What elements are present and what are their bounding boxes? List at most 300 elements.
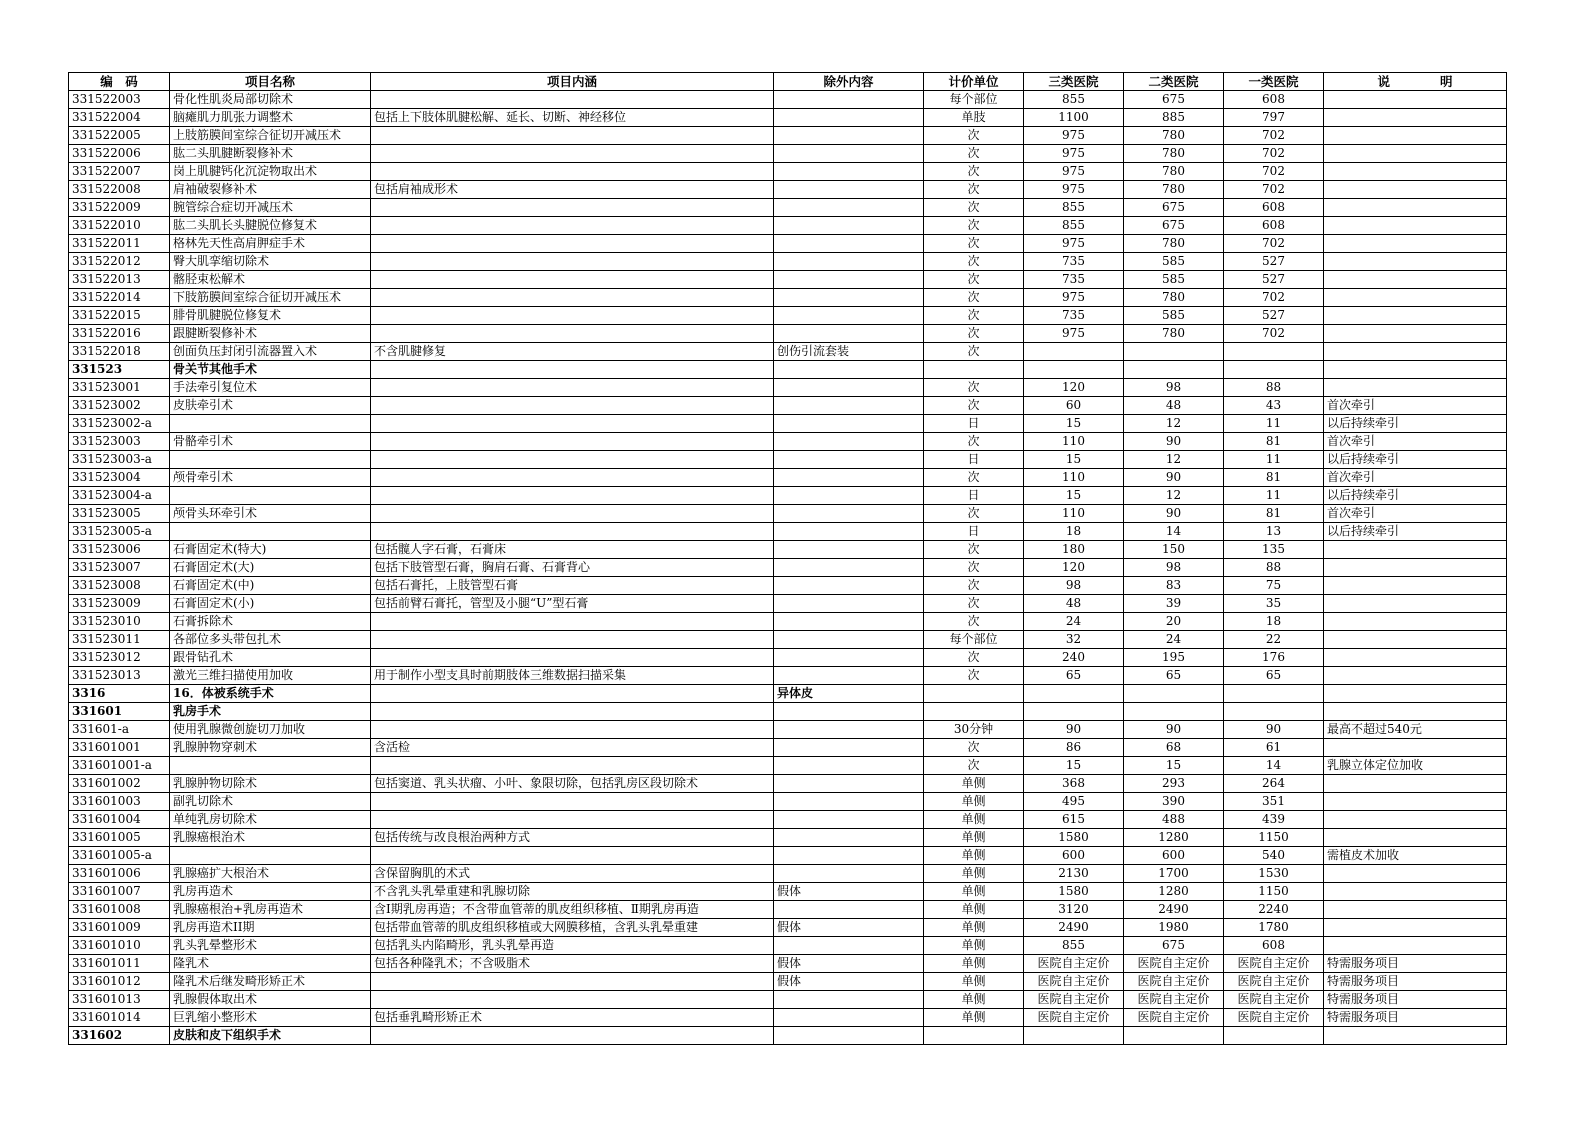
cell-except bbox=[774, 541, 924, 559]
cell-unit: 次 bbox=[924, 289, 1024, 307]
header-unit: 计价单位 bbox=[924, 73, 1024, 91]
cell-unit: 单侧 bbox=[924, 829, 1024, 847]
cell-code: 331601-a bbox=[69, 721, 170, 739]
cell-note bbox=[1324, 667, 1507, 685]
cell-price-class3: 855 bbox=[1024, 91, 1124, 109]
cell-name: 激光三维扫描使用加收 bbox=[170, 667, 371, 685]
cell-unit: 单侧 bbox=[924, 901, 1024, 919]
cell-unit: 次 bbox=[924, 163, 1024, 181]
cell-price-class2 bbox=[1124, 685, 1224, 703]
cell-price-class2: 医院自主定价 bbox=[1124, 955, 1224, 973]
cell-except bbox=[774, 109, 924, 127]
cell-price-class2: 1980 bbox=[1124, 919, 1224, 937]
cell-note: 以后持续牵引 bbox=[1324, 415, 1507, 433]
cell-price-class2: 20 bbox=[1124, 613, 1224, 631]
cell-content: 包括窦道、乳头状瘤、小叶、象限切除，包括乳房区段切除术 bbox=[371, 775, 774, 793]
cell-price-class3: 65 bbox=[1024, 667, 1124, 685]
cell-unit: 30分钟 bbox=[924, 721, 1024, 739]
table-row bbox=[69, 199, 1507, 217]
cell-price-class2: 48 bbox=[1124, 397, 1224, 415]
cell-name: 隆乳术后继发畸形矫正术 bbox=[170, 973, 371, 991]
cell-price-class1: 11 bbox=[1224, 487, 1324, 505]
cell-code: 331522007 bbox=[69, 163, 170, 181]
cell-name: 乳房手术 bbox=[170, 703, 371, 721]
cell-except bbox=[774, 433, 924, 451]
cell-note bbox=[1324, 685, 1507, 703]
cell-price-class2: 1700 bbox=[1124, 865, 1224, 883]
cell-except bbox=[774, 217, 924, 235]
cell-note bbox=[1324, 289, 1507, 307]
cell-note bbox=[1324, 271, 1507, 289]
cell-content bbox=[371, 271, 774, 289]
cell-price-class2: 195 bbox=[1124, 649, 1224, 667]
cell-note bbox=[1324, 1027, 1507, 1045]
cell-code: 331523008 bbox=[69, 577, 170, 595]
cell-price-class1: 540 bbox=[1224, 847, 1324, 865]
cell-code: 331523006 bbox=[69, 541, 170, 559]
table-row bbox=[69, 145, 1507, 163]
cell-price-class3: 180 bbox=[1024, 541, 1124, 559]
cell-unit bbox=[924, 1027, 1024, 1045]
cell-price-class2: 600 bbox=[1124, 847, 1224, 865]
cell-price-class1 bbox=[1224, 343, 1324, 361]
cell-unit: 次 bbox=[924, 343, 1024, 361]
cell-except: 假体 bbox=[774, 919, 924, 937]
header-except: 除外内容 bbox=[774, 73, 924, 91]
cell-code: 331601012 bbox=[69, 973, 170, 991]
table-row bbox=[69, 901, 1507, 919]
cell-code: 331523007 bbox=[69, 559, 170, 577]
cell-price-class1: 702 bbox=[1224, 235, 1324, 253]
cell-unit bbox=[924, 703, 1024, 721]
cell-name: 乳腺癌根治术 bbox=[170, 829, 371, 847]
cell-unit: 单侧 bbox=[924, 811, 1024, 829]
cell-name bbox=[170, 451, 371, 469]
cell-name: 骨关节其他手术 bbox=[170, 361, 371, 379]
cell-price-class1: 医院自主定价 bbox=[1224, 955, 1324, 973]
cell-note bbox=[1324, 883, 1507, 901]
table-row bbox=[69, 289, 1507, 307]
cell-price-class2 bbox=[1124, 361, 1224, 379]
cell-note bbox=[1324, 595, 1507, 613]
cell-content: 包括肩袖成形术 bbox=[371, 181, 774, 199]
header-class2: 二类医院 bbox=[1124, 73, 1224, 91]
cell-name: 乳头乳晕整形术 bbox=[170, 937, 371, 955]
cell-code: 331522009 bbox=[69, 199, 170, 217]
cell-price-class2: 780 bbox=[1124, 127, 1224, 145]
cell-price-class1: 医院自主定价 bbox=[1224, 1009, 1324, 1027]
cell-price-class3: 医院自主定价 bbox=[1024, 955, 1124, 973]
cell-code: 331601005-a bbox=[69, 847, 170, 865]
cell-unit: 次 bbox=[924, 613, 1024, 631]
table-row bbox=[69, 595, 1507, 613]
cell-code: 331522003 bbox=[69, 91, 170, 109]
cell-note bbox=[1324, 325, 1507, 343]
table-row bbox=[69, 757, 1507, 775]
cell-content: 用于制作小型支具时前期肢体三维数据扫描采集 bbox=[371, 667, 774, 685]
cell-price-class2: 24 bbox=[1124, 631, 1224, 649]
cell-content bbox=[371, 721, 774, 739]
cell-price-class3: 48 bbox=[1024, 595, 1124, 613]
cell-name: 岗上肌腱钙化沉淀物取出术 bbox=[170, 163, 371, 181]
cell-code: 331523002 bbox=[69, 397, 170, 415]
cell-price-class3: 975 bbox=[1024, 289, 1124, 307]
cell-price-class1 bbox=[1224, 361, 1324, 379]
cell-content bbox=[371, 415, 774, 433]
cell-price-class1: 702 bbox=[1224, 145, 1324, 163]
cell-price-class3: 495 bbox=[1024, 793, 1124, 811]
cell-note: 需植皮术加收 bbox=[1324, 847, 1507, 865]
cell-name: 乳腺肿物切除术 bbox=[170, 775, 371, 793]
cell-content bbox=[371, 847, 774, 865]
table-row bbox=[69, 451, 1507, 469]
cell-price-class2: 150 bbox=[1124, 541, 1224, 559]
cell-content: 包括髋人字石膏，石膏床 bbox=[371, 541, 774, 559]
cell-content bbox=[371, 757, 774, 775]
cell-code: 331601010 bbox=[69, 937, 170, 955]
cell-price-class2: 90 bbox=[1124, 469, 1224, 487]
cell-code: 3316 bbox=[69, 685, 170, 703]
cell-price-class2: 98 bbox=[1124, 559, 1224, 577]
cell-content: 含Ⅰ期乳房再造；不含带血管蒂的肌皮组织移植、Ⅱ期乳房再造 bbox=[371, 901, 774, 919]
cell-content bbox=[371, 433, 774, 451]
cell-except bbox=[774, 991, 924, 1009]
cell-code: 331523001 bbox=[69, 379, 170, 397]
cell-unit bbox=[924, 361, 1024, 379]
cell-unit: 次 bbox=[924, 181, 1024, 199]
cell-content bbox=[371, 127, 774, 145]
cell-except bbox=[774, 253, 924, 271]
header-code: 编 码 bbox=[69, 73, 170, 91]
cell-price-class3: 975 bbox=[1024, 145, 1124, 163]
cell-price-class1: 702 bbox=[1224, 289, 1324, 307]
cell-price-class3: 600 bbox=[1024, 847, 1124, 865]
cell-name: 石膏固定术(小) bbox=[170, 595, 371, 613]
cell-code: 331601001-a bbox=[69, 757, 170, 775]
cell-except bbox=[774, 793, 924, 811]
cell-except bbox=[774, 325, 924, 343]
cell-content bbox=[371, 649, 774, 667]
cell-except bbox=[774, 1027, 924, 1045]
cell-price-class3: 24 bbox=[1024, 613, 1124, 631]
cell-note: 乳腺立体定位加收 bbox=[1324, 757, 1507, 775]
cell-content bbox=[371, 91, 774, 109]
cell-except bbox=[774, 199, 924, 217]
cell-price-class1: 35 bbox=[1224, 595, 1324, 613]
cell-name: 髂胫束松解术 bbox=[170, 271, 371, 289]
cell-name: 单纯乳房切除术 bbox=[170, 811, 371, 829]
cell-unit: 次 bbox=[924, 235, 1024, 253]
cell-note bbox=[1324, 109, 1507, 127]
cell-price-class1: 11 bbox=[1224, 415, 1324, 433]
cell-price-class2: 14 bbox=[1124, 523, 1224, 541]
cell-name: 隆乳术 bbox=[170, 955, 371, 973]
cell-note bbox=[1324, 541, 1507, 559]
cell-unit: 次 bbox=[924, 145, 1024, 163]
cell-code: 331522008 bbox=[69, 181, 170, 199]
cell-content: 包括垂乳畸形矫正术 bbox=[371, 1009, 774, 1027]
cell-price-class1: 13 bbox=[1224, 523, 1324, 541]
cell-unit: 次 bbox=[924, 433, 1024, 451]
cell-price-class2: 98 bbox=[1124, 379, 1224, 397]
cell-price-class3: 615 bbox=[1024, 811, 1124, 829]
cell-except bbox=[774, 181, 924, 199]
table-row bbox=[69, 271, 1507, 289]
cell-code: 331601006 bbox=[69, 865, 170, 883]
cell-note bbox=[1324, 649, 1507, 667]
cell-except: 创伤引流套装 bbox=[774, 343, 924, 361]
cell-price-class1: 医院自主定价 bbox=[1224, 991, 1324, 1009]
cell-note bbox=[1324, 127, 1507, 145]
cell-content bbox=[371, 469, 774, 487]
cell-price-class2: 39 bbox=[1124, 595, 1224, 613]
cell-content: 包括各种隆乳术；不含吸脂术 bbox=[371, 955, 774, 973]
cell-content bbox=[371, 217, 774, 235]
cell-price-class2: 90 bbox=[1124, 721, 1224, 739]
cell-price-class3 bbox=[1024, 361, 1124, 379]
cell-content bbox=[371, 523, 774, 541]
cell-price-class2: 780 bbox=[1124, 289, 1224, 307]
cell-unit: 单侧 bbox=[924, 775, 1024, 793]
cell-note bbox=[1324, 613, 1507, 631]
cell-note bbox=[1324, 379, 1507, 397]
cell-code: 331523005 bbox=[69, 505, 170, 523]
cell-price-class2: 12 bbox=[1124, 451, 1224, 469]
cell-code: 331522011 bbox=[69, 235, 170, 253]
cell-name: 臀大肌挛缩切除术 bbox=[170, 253, 371, 271]
cell-price-class3: 735 bbox=[1024, 271, 1124, 289]
cell-content bbox=[371, 793, 774, 811]
cell-price-class1: 1530 bbox=[1224, 865, 1324, 883]
cell-price-class1: 527 bbox=[1224, 271, 1324, 289]
cell-name: 骨骼牵引术 bbox=[170, 433, 371, 451]
cell-except bbox=[774, 631, 924, 649]
cell-name bbox=[170, 415, 371, 433]
cell-code: 331523011 bbox=[69, 631, 170, 649]
cell-except bbox=[774, 937, 924, 955]
cell-name: 皮肤牵引术 bbox=[170, 397, 371, 415]
cell-unit: 次 bbox=[924, 541, 1024, 559]
cell-except bbox=[774, 397, 924, 415]
cell-price-class2: 293 bbox=[1124, 775, 1224, 793]
cell-price-class1: 1150 bbox=[1224, 829, 1324, 847]
cell-note bbox=[1324, 559, 1507, 577]
cell-unit: 次 bbox=[924, 271, 1024, 289]
header-content: 项目内涵 bbox=[371, 73, 774, 91]
table-row bbox=[69, 343, 1507, 361]
cell-price-class1: 65 bbox=[1224, 667, 1324, 685]
cell-note: 以后持续牵引 bbox=[1324, 451, 1507, 469]
cell-price-class3: 15 bbox=[1024, 757, 1124, 775]
cell-price-class1: 439 bbox=[1224, 811, 1324, 829]
cell-note bbox=[1324, 181, 1507, 199]
cell-except bbox=[774, 829, 924, 847]
cell-note: 特需服务项目 bbox=[1324, 1009, 1507, 1027]
table-row bbox=[69, 793, 1507, 811]
cell-name bbox=[170, 847, 371, 865]
cell-price-class1: 702 bbox=[1224, 325, 1324, 343]
cell-name: 腓骨肌腱脱位修复术 bbox=[170, 307, 371, 325]
header-class3: 三类医院 bbox=[1024, 73, 1124, 91]
cell-code: 331602 bbox=[69, 1027, 170, 1045]
cell-unit: 次 bbox=[924, 199, 1024, 217]
cell-price-class3: 医院自主定价 bbox=[1024, 991, 1124, 1009]
table-row bbox=[69, 829, 1507, 847]
cell-name: 乳腺假体取出术 bbox=[170, 991, 371, 1009]
cell-except bbox=[774, 361, 924, 379]
cell-code: 331522015 bbox=[69, 307, 170, 325]
cell-price-class1: 75 bbox=[1224, 577, 1324, 595]
cell-unit: 次 bbox=[924, 307, 1024, 325]
cell-code: 331601001 bbox=[69, 739, 170, 757]
cell-content bbox=[371, 379, 774, 397]
cell-price-class3: 120 bbox=[1024, 559, 1124, 577]
cell-price-class2: 675 bbox=[1124, 937, 1224, 955]
cell-price-class1: 81 bbox=[1224, 433, 1324, 451]
cell-price-class3 bbox=[1024, 343, 1124, 361]
cell-price-class3 bbox=[1024, 703, 1124, 721]
cell-name: 石膏固定术(大) bbox=[170, 559, 371, 577]
cell-note: 特需服务项目 bbox=[1324, 991, 1507, 1009]
cell-name: 创面负压封闭引流器置入术 bbox=[170, 343, 371, 361]
cell-unit: 单侧 bbox=[924, 991, 1024, 1009]
cell-price-class3: 1100 bbox=[1024, 109, 1124, 127]
cell-price-class3: 120 bbox=[1024, 379, 1124, 397]
cell-code: 331522016 bbox=[69, 325, 170, 343]
cell-content: 包括石膏托，上肢管型石膏 bbox=[371, 577, 774, 595]
cell-note bbox=[1324, 937, 1507, 955]
cell-price-class1: 797 bbox=[1224, 109, 1324, 127]
cell-except bbox=[774, 271, 924, 289]
table-row bbox=[69, 505, 1507, 523]
cell-note bbox=[1324, 235, 1507, 253]
cell-price-class2: 医院自主定价 bbox=[1124, 973, 1224, 991]
cell-price-class3: 医院自主定价 bbox=[1024, 1009, 1124, 1027]
cell-content: 包括上下肢体肌腱松解、延长、切断、神经移位 bbox=[371, 109, 774, 127]
cell-unit: 单侧 bbox=[924, 955, 1024, 973]
table-row bbox=[69, 541, 1507, 559]
cell-code: 331601 bbox=[69, 703, 170, 721]
cell-price-class1 bbox=[1224, 703, 1324, 721]
cell-price-class3 bbox=[1024, 685, 1124, 703]
cell-code: 331601008 bbox=[69, 901, 170, 919]
cell-content: 含活检 bbox=[371, 739, 774, 757]
cell-except bbox=[774, 1009, 924, 1027]
cell-price-class1: 43 bbox=[1224, 397, 1324, 415]
table-row bbox=[69, 523, 1507, 541]
cell-price-class1: 608 bbox=[1224, 91, 1324, 109]
cell-price-class1: 18 bbox=[1224, 613, 1324, 631]
table-row bbox=[69, 235, 1507, 253]
cell-price-class1 bbox=[1224, 685, 1324, 703]
cell-content bbox=[371, 325, 774, 343]
table-row bbox=[69, 937, 1507, 955]
table-row bbox=[69, 865, 1507, 883]
cell-content bbox=[371, 361, 774, 379]
cell-price-class3: 975 bbox=[1024, 181, 1124, 199]
cell-unit: 单侧 bbox=[924, 847, 1024, 865]
cell-unit: 单侧 bbox=[924, 937, 1024, 955]
cell-price-class3: 975 bbox=[1024, 127, 1124, 145]
cell-price-class1: 61 bbox=[1224, 739, 1324, 757]
cell-price-class3: 86 bbox=[1024, 739, 1124, 757]
cell-price-class1: 90 bbox=[1224, 721, 1324, 739]
cell-price-class1: 88 bbox=[1224, 559, 1324, 577]
cell-price-class1: 176 bbox=[1224, 649, 1324, 667]
cell-price-class2: 15 bbox=[1124, 757, 1224, 775]
cell-code: 331601011 bbox=[69, 955, 170, 973]
cell-price-class1 bbox=[1224, 1027, 1324, 1045]
cell-name: 乳腺癌扩大根治术 bbox=[170, 865, 371, 883]
cell-except bbox=[774, 739, 924, 757]
cell-unit: 次 bbox=[924, 757, 1024, 775]
table-row bbox=[69, 559, 1507, 577]
cell-except bbox=[774, 127, 924, 145]
cell-price-class1: 527 bbox=[1224, 307, 1324, 325]
cell-code: 331601003 bbox=[69, 793, 170, 811]
cell-note bbox=[1324, 829, 1507, 847]
cell-note bbox=[1324, 307, 1507, 325]
cell-price-class3: 975 bbox=[1024, 163, 1124, 181]
cell-content: 包括前臂石膏托，管型及小腿“U”型石膏 bbox=[371, 595, 774, 613]
cell-price-class3: 240 bbox=[1024, 649, 1124, 667]
cell-price-class2: 585 bbox=[1124, 253, 1224, 271]
table-row bbox=[69, 613, 1507, 631]
cell-unit: 单侧 bbox=[924, 973, 1024, 991]
cell-code: 331522010 bbox=[69, 217, 170, 235]
cell-except bbox=[774, 307, 924, 325]
table-row bbox=[69, 163, 1507, 181]
cell-price-class2: 12 bbox=[1124, 415, 1224, 433]
cell-price-class2: 488 bbox=[1124, 811, 1224, 829]
cell-note bbox=[1324, 703, 1507, 721]
cell-unit: 日 bbox=[924, 487, 1024, 505]
table-row bbox=[69, 127, 1507, 145]
cell-unit: 单侧 bbox=[924, 883, 1024, 901]
cell-name: 骨化性肌炎局部切除术 bbox=[170, 91, 371, 109]
cell-price-class2: 390 bbox=[1124, 793, 1224, 811]
cell-except bbox=[774, 613, 924, 631]
cell-price-class2: 675 bbox=[1124, 91, 1224, 109]
cell-price-class3: 110 bbox=[1024, 469, 1124, 487]
cell-except bbox=[774, 415, 924, 433]
cell-price-class1: 264 bbox=[1224, 775, 1324, 793]
table-row bbox=[69, 649, 1507, 667]
cell-price-class2: 90 bbox=[1124, 505, 1224, 523]
cell-name: 巨乳缩小整形术 bbox=[170, 1009, 371, 1027]
cell-content bbox=[371, 685, 774, 703]
cell-except bbox=[774, 775, 924, 793]
cell-note bbox=[1324, 253, 1507, 271]
cell-unit: 次 bbox=[924, 595, 1024, 613]
cell-except: 假体 bbox=[774, 973, 924, 991]
cell-price-class1: 2240 bbox=[1224, 901, 1324, 919]
table-row bbox=[69, 631, 1507, 649]
cell-content bbox=[371, 703, 774, 721]
cell-name: 石膏拆除术 bbox=[170, 613, 371, 631]
table-row bbox=[69, 667, 1507, 685]
cell-name: 乳房再造术II期 bbox=[170, 919, 371, 937]
price-table bbox=[68, 72, 1507, 1045]
cell-unit: 每个部位 bbox=[924, 91, 1024, 109]
cell-name: 上肢筋膜间室综合征切开减压术 bbox=[170, 127, 371, 145]
cell-except bbox=[774, 595, 924, 613]
cell-price-class1: 135 bbox=[1224, 541, 1324, 559]
cell-note bbox=[1324, 631, 1507, 649]
cell-name bbox=[170, 523, 371, 541]
cell-code: 331522005 bbox=[69, 127, 170, 145]
cell-content: 包括下肢管型石膏，胸肩石膏、石膏背心 bbox=[371, 559, 774, 577]
